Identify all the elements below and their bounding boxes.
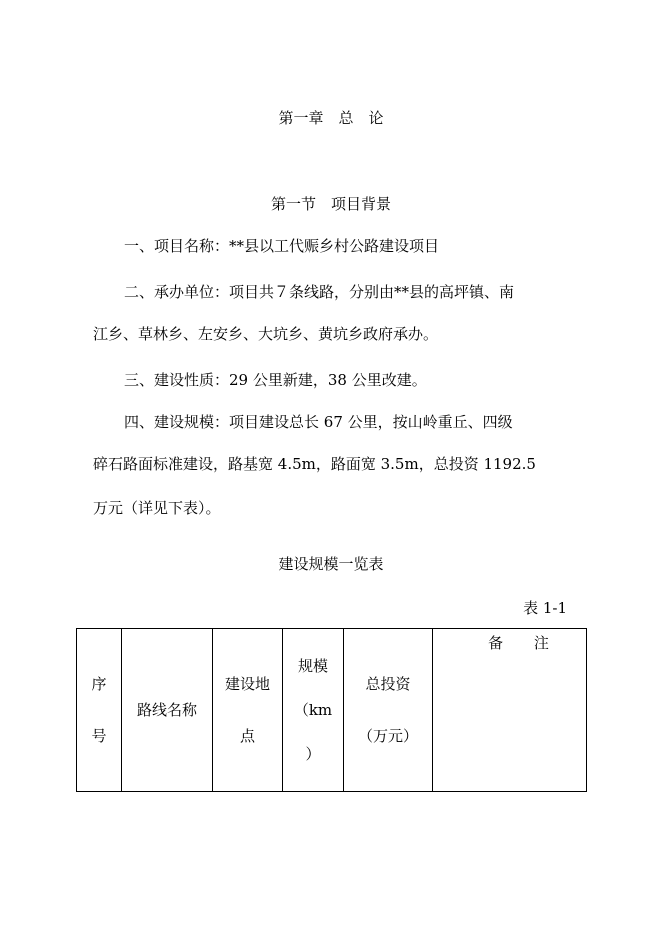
header-route-name-label: 路线名称: [136, 700, 197, 719]
construction-scale-table: [76, 628, 587, 792]
header-scale-label: 规模 （km ）: [293, 657, 333, 763]
paragraph-construction-nature: 三、建设性质：29 公里新建，38 公里改建。: [124, 371, 427, 389]
header-cell-route-name: [122, 629, 213, 792]
chapter-title: 第一章 总 论: [278, 109, 384, 127]
header-cell-scale: [283, 629, 344, 792]
header-cell-remarks: [433, 629, 587, 792]
header-seq-label: 序 号: [91, 675, 107, 745]
header-remarks-label: 备 注: [488, 634, 549, 652]
header-cell-seq: [77, 629, 122, 792]
paragraph-organizer-line1: 二、承办单位：项目共７条线路，分别由**县的高坪镇、南: [124, 283, 515, 301]
paragraph-construction-scale-line3: 万元（详见下表）。: [93, 499, 221, 517]
header-investment-label: 总投资 （万元）: [357, 675, 418, 745]
paragraph-organizer-line2: 江乡、草林乡、左安乡、大坑乡、黄坑乡政府承办。: [93, 325, 439, 343]
paragraph-construction-scale-line2: 碎石路面标准建设，路基宽 4.5m，路面宽 3.5m，总投资 1192.5: [93, 455, 536, 473]
paragraph-construction-scale-line1: 四、建设规模：项目建设总长 67 公里，按山岭重丘、四级: [124, 413, 513, 431]
header-cell-investment: [344, 629, 433, 792]
table-title: 建设规模一览表: [278, 555, 384, 573]
table-number: 表 1-1: [523, 599, 567, 617]
paragraph-project-name: 一、项目名称：**县以工代赈乡村公路建设项目: [124, 237, 440, 255]
section-title: 第一节 项目背景: [270, 195, 391, 213]
table-header-row: [77, 629, 587, 792]
header-cell-location: [213, 629, 283, 792]
header-location-label: 建设地 点: [224, 675, 270, 745]
